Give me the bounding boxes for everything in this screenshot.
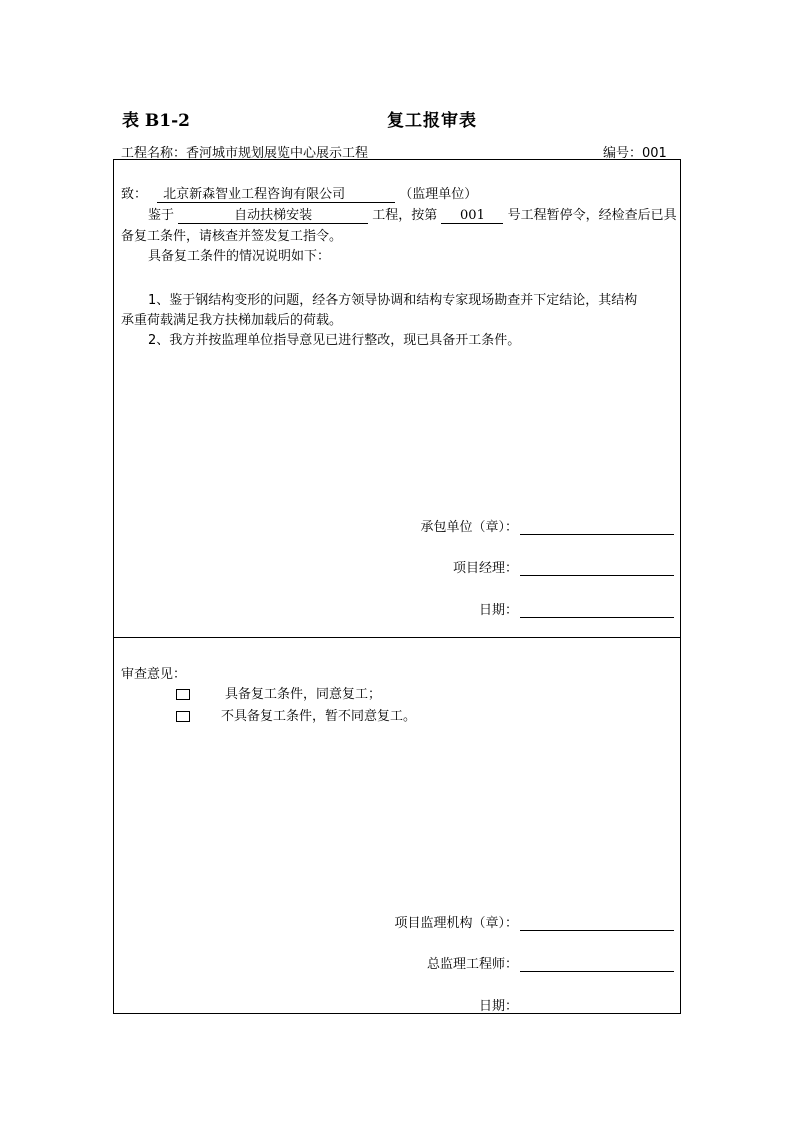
form-box — [113, 159, 681, 1014]
supervision-org-signature-row — [394, 912, 674, 931]
chief-engineer-signature-line[interactable] — [520, 957, 674, 972]
application-line-3: 具备复工条件的情况说明如下： — [148, 249, 331, 264]
serial-number: 编号：001 — [603, 146, 667, 161]
condition-item-1-line-1: 1、鉴于钢结构变形的问题，经各方领导协调和结构专家现场勘查并下定结论，其结构 — [148, 293, 638, 308]
section-divider — [113, 637, 681, 638]
supervisor-company: 北京新森智业工程咨询有限公司 — [157, 188, 395, 203]
manager-signature-row — [453, 557, 674, 576]
to-suffix: （监理单位） — [399, 187, 478, 202]
condition-item-2: 2、我方并按监理单位指导意见已进行整改，现已具备开工条件。 — [148, 333, 521, 348]
project-name: 工程名称：香河城市规划展览中心展示工程 — [121, 146, 369, 161]
addressee-line — [121, 183, 477, 203]
line1-prefix: 鉴于 — [148, 208, 175, 223]
disagree-option-label: 不具备复工条件，暂不同意复工。 — [221, 709, 417, 724]
review-title: 审查意见： — [121, 667, 187, 682]
contractor-signature-line[interactable] — [520, 520, 674, 535]
application-line-2: 备复工条件，请核查并签发复工指令。 — [121, 229, 343, 244]
form-title: 复工报审表 — [387, 111, 477, 131]
stop-order-number: 001 — [441, 209, 503, 224]
chief-engineer-label: 总监理工程师： — [426, 957, 518, 972]
manager-label: 项目经理： — [452, 561, 518, 576]
chief-engineer-signature-row — [427, 953, 674, 972]
form-number: 表 B1-2 — [122, 111, 190, 131]
agree-option-label: 具备复工条件，同意复工； — [225, 687, 382, 702]
to-prefix: 致： — [121, 187, 148, 202]
disagree-checkbox[interactable] — [176, 711, 190, 722]
supervision-org-signature-line[interactable] — [520, 916, 674, 931]
line1-mid: 工程，按第 — [372, 208, 438, 223]
application-date-line[interactable] — [520, 603, 674, 618]
line1-suffix: 号工程暂停令，经检查后已具 — [507, 208, 677, 223]
review-date-row — [479, 995, 674, 1014]
review-date-label: 日期： — [478, 999, 518, 1014]
work-name: 自动扶梯安装 — [178, 209, 368, 224]
condition-item-1-line-2: 承重荷载满足我方扶梯加载后的荷载。 — [121, 313, 343, 328]
agree-checkbox[interactable] — [176, 689, 190, 700]
contractor-label: 承包单位（章）： — [420, 520, 518, 535]
manager-signature-line[interactable] — [520, 561, 674, 576]
application-date-label: 日期： — [478, 603, 518, 618]
review-date-line[interactable] — [520, 999, 674, 1014]
supervision-org-label: 项目监理机构（章）： — [394, 916, 518, 931]
contractor-signature-row — [420, 516, 674, 535]
application-line-1 — [148, 204, 677, 224]
application-date-row — [479, 599, 674, 618]
